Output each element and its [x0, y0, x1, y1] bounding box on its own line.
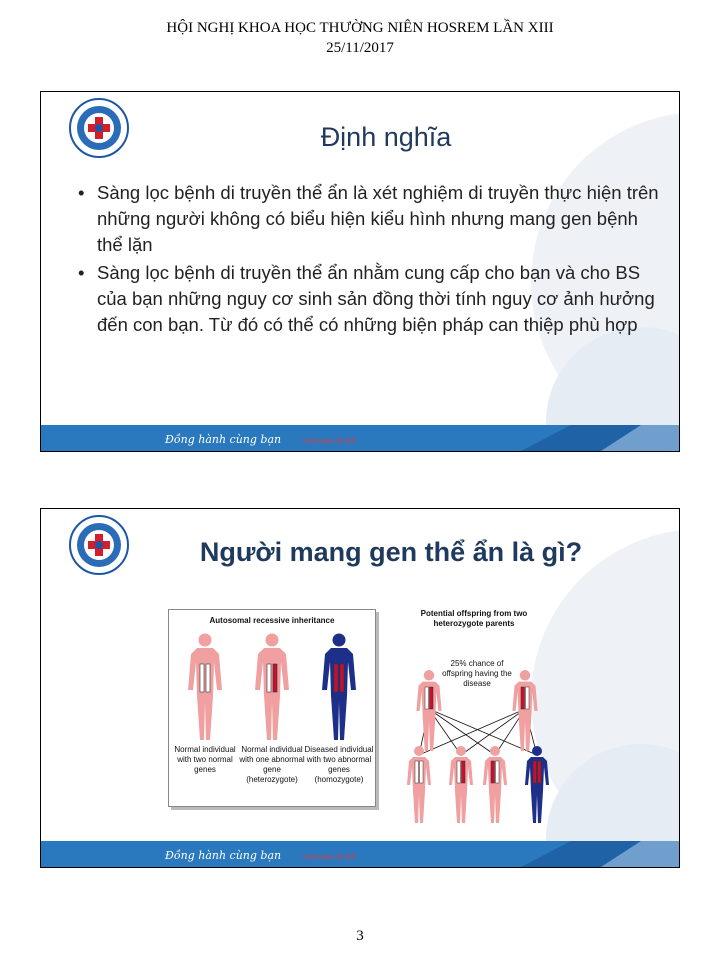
hosrem-logo	[69, 98, 129, 158]
conference-date: 25/11/2017	[326, 40, 394, 56]
offspring-carrier-figure	[449, 746, 473, 823]
slide-definition	[40, 91, 680, 452]
bullet-list	[75, 180, 665, 340]
figure-title: Autosomal recessive inheritance	[209, 616, 335, 625]
bullet-item: • Sàng lọc bệnh di truyền thể ẩn là xét nghiệm di truyền thực hiện trên những người không có biểu hiện kiểu hình nhưng mang gen bệnh thể lặn	[78, 182, 659, 255]
slide-title: Định nghĩa	[320, 122, 452, 152]
footer-band	[41, 841, 680, 867]
offspring-carrier-figure	[483, 746, 507, 823]
page-number: 3	[356, 928, 364, 944]
figure-label-normal: Normal individual with two normal genes	[174, 745, 236, 774]
offspring-figure	[41, 509, 680, 868]
footer-band	[41, 425, 680, 451]
figure-label-homozygote: Diseased individual with two abnormal genes (homozygote)	[304, 745, 374, 784]
figure-label-heterozygote: Normal individual with one abnormal gene (heterozygote)	[239, 745, 305, 784]
slide-title: Người mang gen thể ẩn là gì?	[199, 537, 583, 567]
offspring-figure-title: Potential offspring from two heterozygote parents	[420, 609, 528, 628]
conference-title: HỘI NGHỊ KHOA HỌC THƯỜNG NIÊN HOSREM LẦN XIII	[166, 20, 554, 36]
footer-slogan: Đồng hành cùng bạn	[165, 433, 282, 446]
footer-slogan: Đồng hành cùng bạn	[165, 849, 282, 862]
slide-carrier	[40, 508, 680, 868]
parent-mother-figure	[512, 670, 537, 751]
offspring-normal-figure	[407, 746, 431, 823]
offspring-chance-note: 25% chance of offspring having the disease	[442, 659, 512, 688]
parent-father-figure	[416, 670, 441, 751]
bullet-item: • Sàng lọc bệnh di truyền thể ẩn nhằm cung cấp cho bạn và cho BS của bạn những nguy cơ sinh sản đồng thời tính nguy cơ ảnh hưởng đến con bạn. Từ đó có thể có những biện pháp can thiệp phù hợp	[78, 262, 655, 335]
footer-slogan-tag: Vượt qua vô sinh	[303, 854, 357, 861]
offspring-diseased-figure	[525, 746, 549, 823]
footer-slogan-tag: Vượt qua vô sinh	[303, 438, 357, 445]
